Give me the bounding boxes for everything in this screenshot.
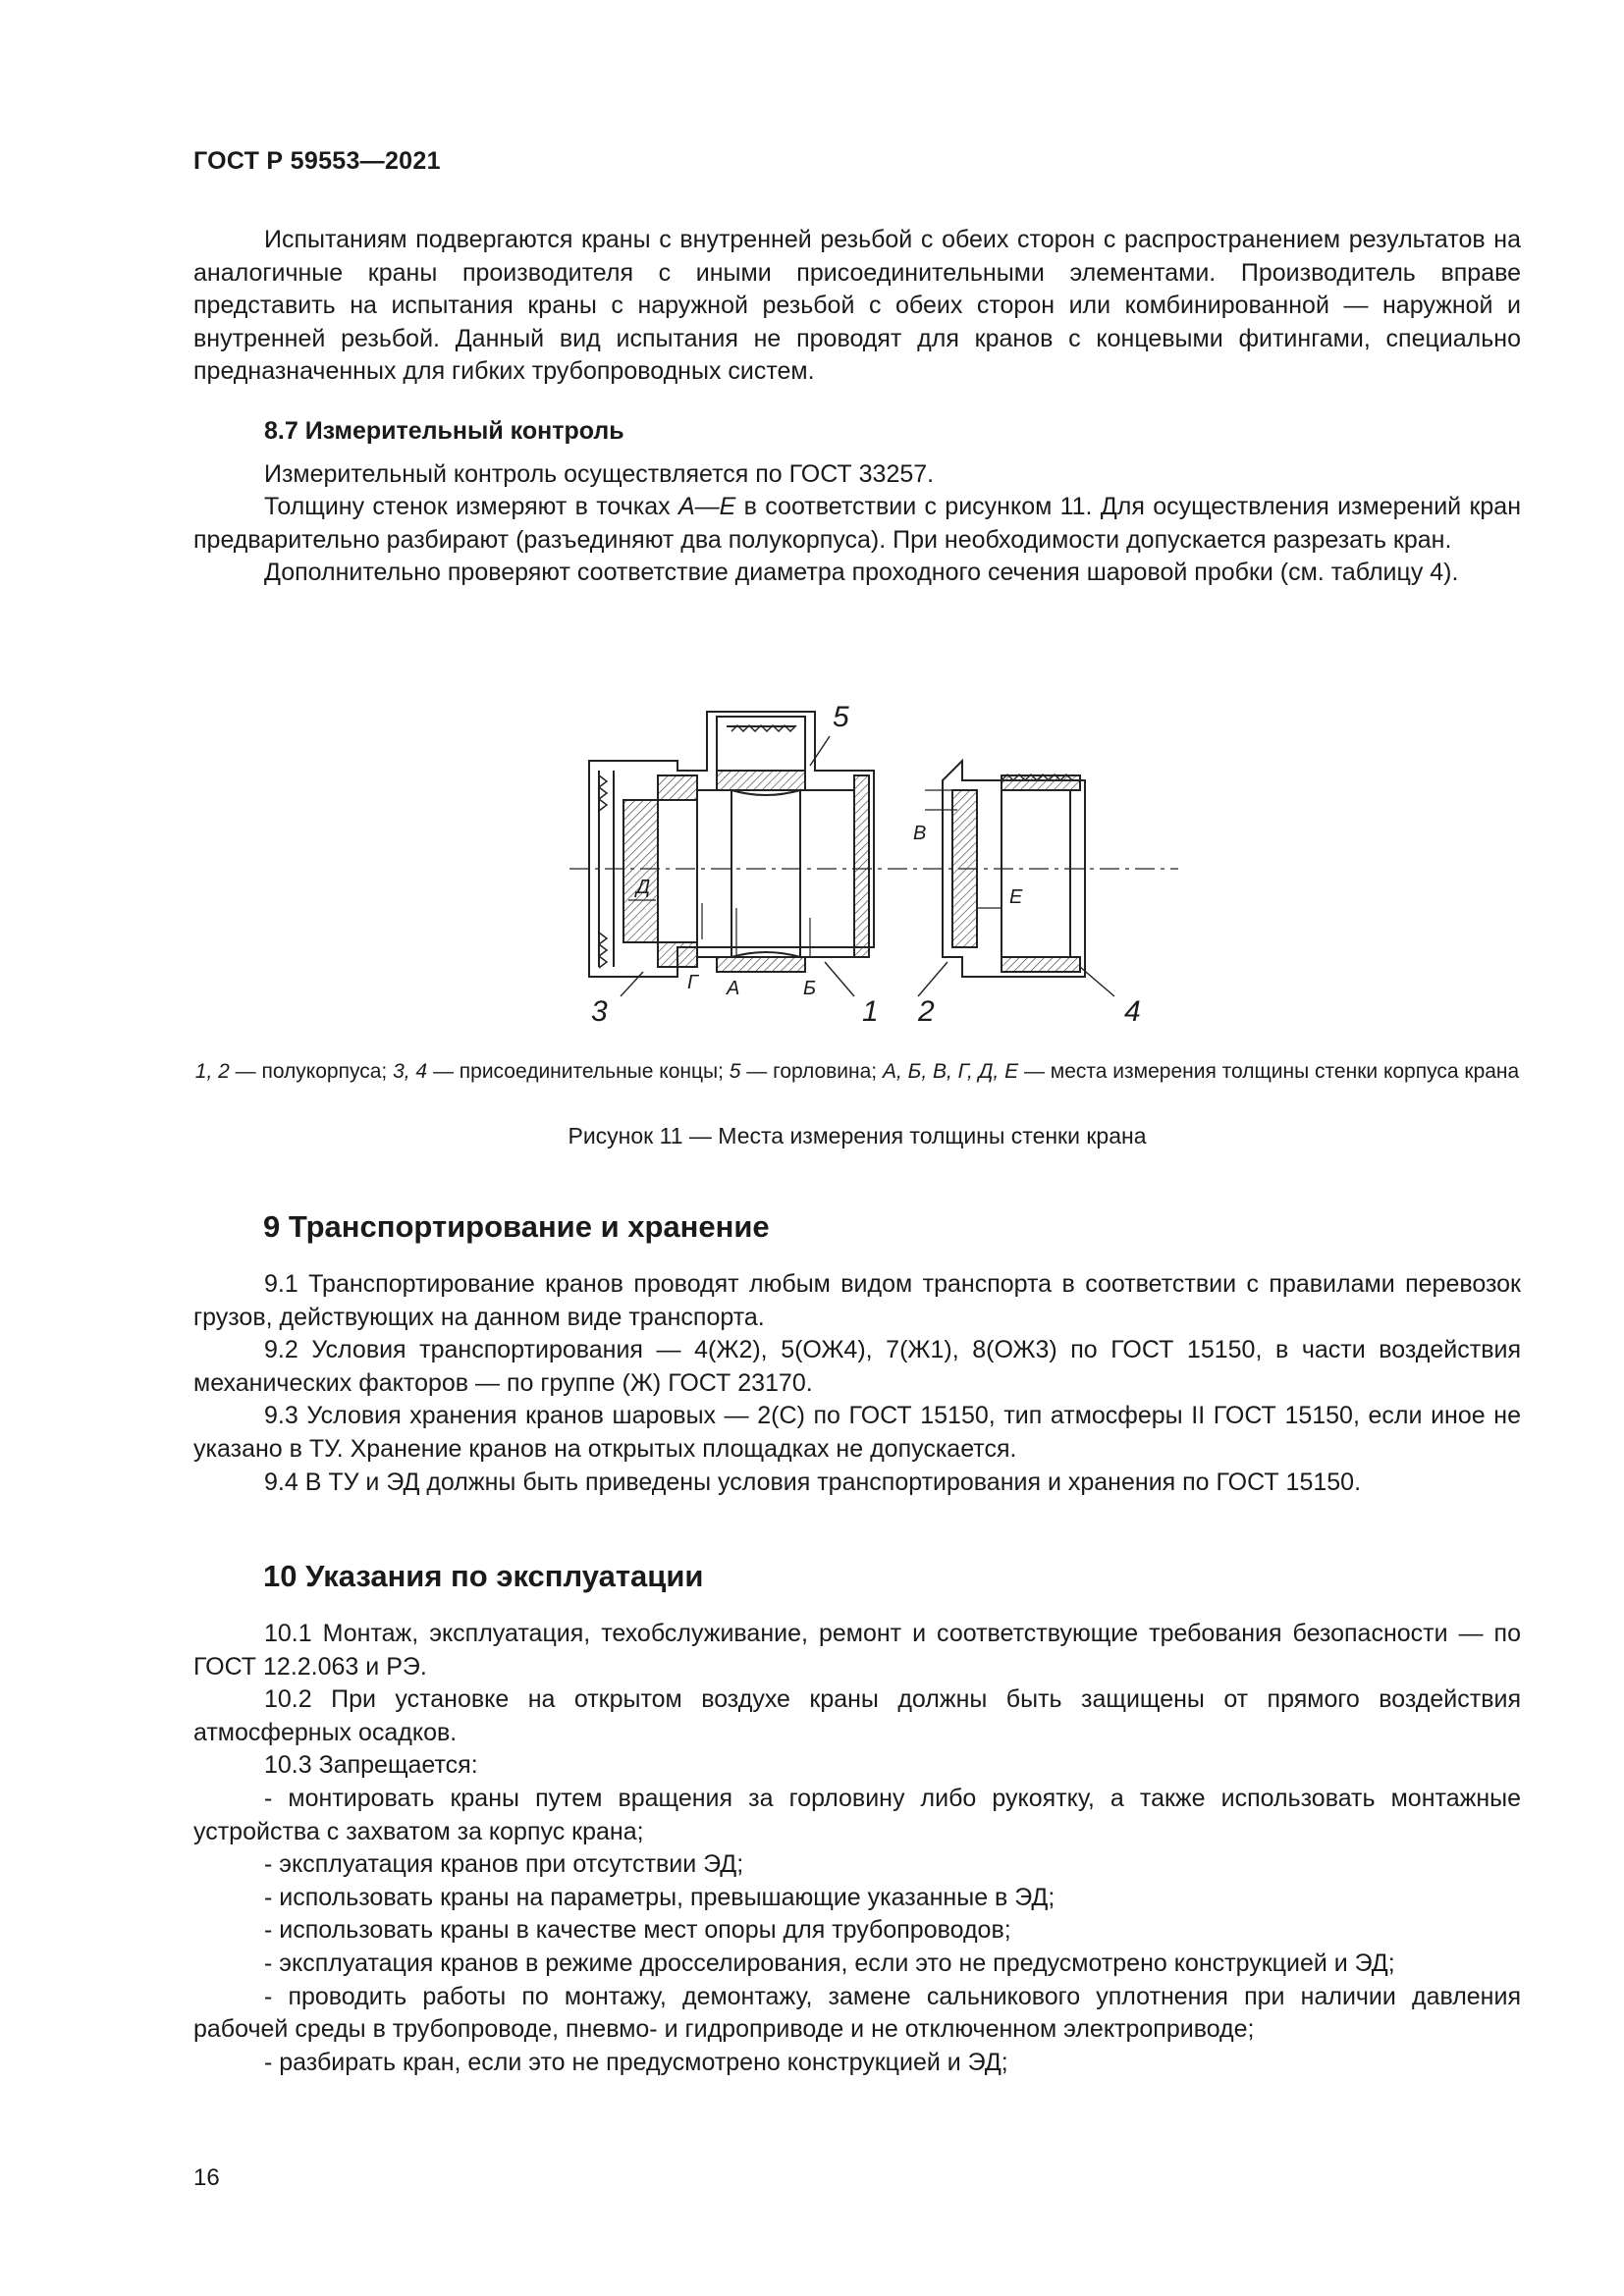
legend-desc-2: — присоединительные концы; xyxy=(427,1060,730,1083)
legend-desc-1: — полукорпуса; xyxy=(229,1060,394,1083)
section-8-7-heading: 8.7 Измерительный контроль xyxy=(264,417,624,445)
prohibition-item-6: - проводить работы по монтажу, демонтажу, замене сальникового уплотнения при наличии давления рабочей среды в трубопроводе, пневмо- и гидроприводе и не отключенном электроприводе; xyxy=(193,1982,1521,2044)
prohibition-item-5: - эксплуатация кранов в режиме дросселирования, если это не предусмотрено конструкцией и ЭД; xyxy=(264,1949,1395,1977)
section-10-heading: 10 Указания по эксплуатации xyxy=(263,1559,704,1593)
label-4: 4 xyxy=(1124,995,1141,1028)
label-5: 5 xyxy=(833,701,849,733)
prohibition-item-3: - использовать краны на параметры, превышающие указанные в ЭД; xyxy=(264,1883,1056,1911)
legend-items-3: 5 xyxy=(729,1060,741,1083)
prohibition-item-7: - разбирать кран, если это не предусмотрено конструкцией и ЭД; xyxy=(264,2048,1008,2076)
section-9-p1: 9.1 Транспортирование кранов проводят любым видом транспорта в соответствии с правилами перевозок грузов, действующих на данном виде транспорта. xyxy=(193,1270,1521,1331)
section-8-7-p3: Дополнительно проверяют соответствие диаметра проходного сечения шаровой пробки (см. таблицу 4). xyxy=(264,559,1459,587)
page-number: 16 xyxy=(193,2164,220,2191)
section-8-7-p1: Измерительный контроль осуществляется по ГОСТ 33257. xyxy=(264,459,935,488)
label-b: Б xyxy=(803,978,817,999)
p2-after: в соответствии с рисунком 11. Для осуществления измерений кран предварительно разбирают (разъединяют два полукорпуса). При необходимости допускается разрезать кран. xyxy=(193,493,1522,554)
section-10-p1: 10.1 Монтаж, эксплуатация, техобслуживание, ремонт и соответствующие требования безопасности — по ГОСТ 12.2.063 и РЭ. xyxy=(193,1620,1521,1681)
intro-paragraph: Испытаниям подвергаются краны с внутренней резьбой с обеих сторон с распространением результатов на аналогичные краны производителя с иными присоединительными элементами. Производитель вправе представить на испытания краны с наружной резьбой с обеих сторон или комбинированной — наружной и внутренней резьбой. Данный вид испытания не проводят для кранов с концевыми фитингами, специально предназначенных для гибких трубопроводных систем. xyxy=(193,226,1521,386)
legend-desc-3: — горловина; xyxy=(740,1060,883,1083)
label-2: 2 xyxy=(918,995,935,1028)
prohibition-item-4: - использовать краны в качестве мест опоры для трубопроводов; xyxy=(264,1916,1011,1945)
intro-block xyxy=(193,224,1521,389)
figure-11-drawing xyxy=(569,682,1178,1045)
legend-desc-4: — места измерения толщины стенки корпуса крана xyxy=(1018,1060,1520,1083)
section-10-body xyxy=(193,1618,1521,2079)
prohibition-item-1: - монтировать краны путем вращения за горловину либо рукоятку, а также использовать монтажные устройства с захватом за корпус крана; xyxy=(193,1784,1521,1845)
label-1: 1 xyxy=(862,995,879,1028)
section-9-p4: 9.4 В ТУ и ЭД должны быть приведены условия транспортирования и хранения по ГОСТ 15150. xyxy=(264,1468,1362,1496)
section-10-p2: 10.2 При установке на открытом воздухе краны должны быть защищены от прямого воздействия атмосферных осадков. xyxy=(193,1685,1521,1746)
prohibition-item-2: - эксплуатация кранов при отсутствии ЭД; xyxy=(264,1850,744,1879)
section-9-p2: 9.2 Условия транспортирования — 4(Ж2), 5(ОЖ4), 7(Ж1), 8(ОЖ3) по ГОСТ 15150, в части воздействия механических факторов — по группе (Ж) ГОСТ 23170. xyxy=(193,1336,1521,1397)
figure-11-legend xyxy=(193,1058,1521,1085)
section-9-body xyxy=(193,1268,1521,1499)
section-8-7 xyxy=(193,415,1521,590)
section-9-p3: 9.3 Условия хранения кранов шаровых — 2(С) по ГОСТ 15150, тип атмосферы II ГОСТ 15150, если иное не указано в ТУ. Хранение кранов на открытых площадках не допускается. xyxy=(193,1402,1521,1463)
label-3: 3 xyxy=(591,995,608,1028)
document-code-header: ГОСТ Р 59553—2021 xyxy=(193,147,441,175)
label-d: Д xyxy=(636,877,651,898)
label-a: А xyxy=(727,978,740,999)
section-10-p3: 10.3 Запрещается: xyxy=(264,1751,478,1780)
p2-before: Толщину стенок измеряют в точках xyxy=(264,493,678,521)
legend-items-2: 3, 4 xyxy=(393,1060,428,1083)
legend-items-1: 1, 2 xyxy=(194,1060,230,1083)
p2-points: А—Е xyxy=(677,493,736,521)
section-8-7-p2 xyxy=(193,491,1521,557)
legend-items-4: А, Б, В, Г, Д, Е xyxy=(882,1060,1019,1083)
label-g: Г xyxy=(687,972,698,993)
section-9-heading: 9 Транспортирование и хранение xyxy=(263,1209,770,1244)
label-v: В xyxy=(913,823,927,844)
figure-11-caption: Рисунок 11 — Места измерения толщины стенки крана xyxy=(568,1123,1147,1148)
label-e: Е xyxy=(1009,886,1023,908)
